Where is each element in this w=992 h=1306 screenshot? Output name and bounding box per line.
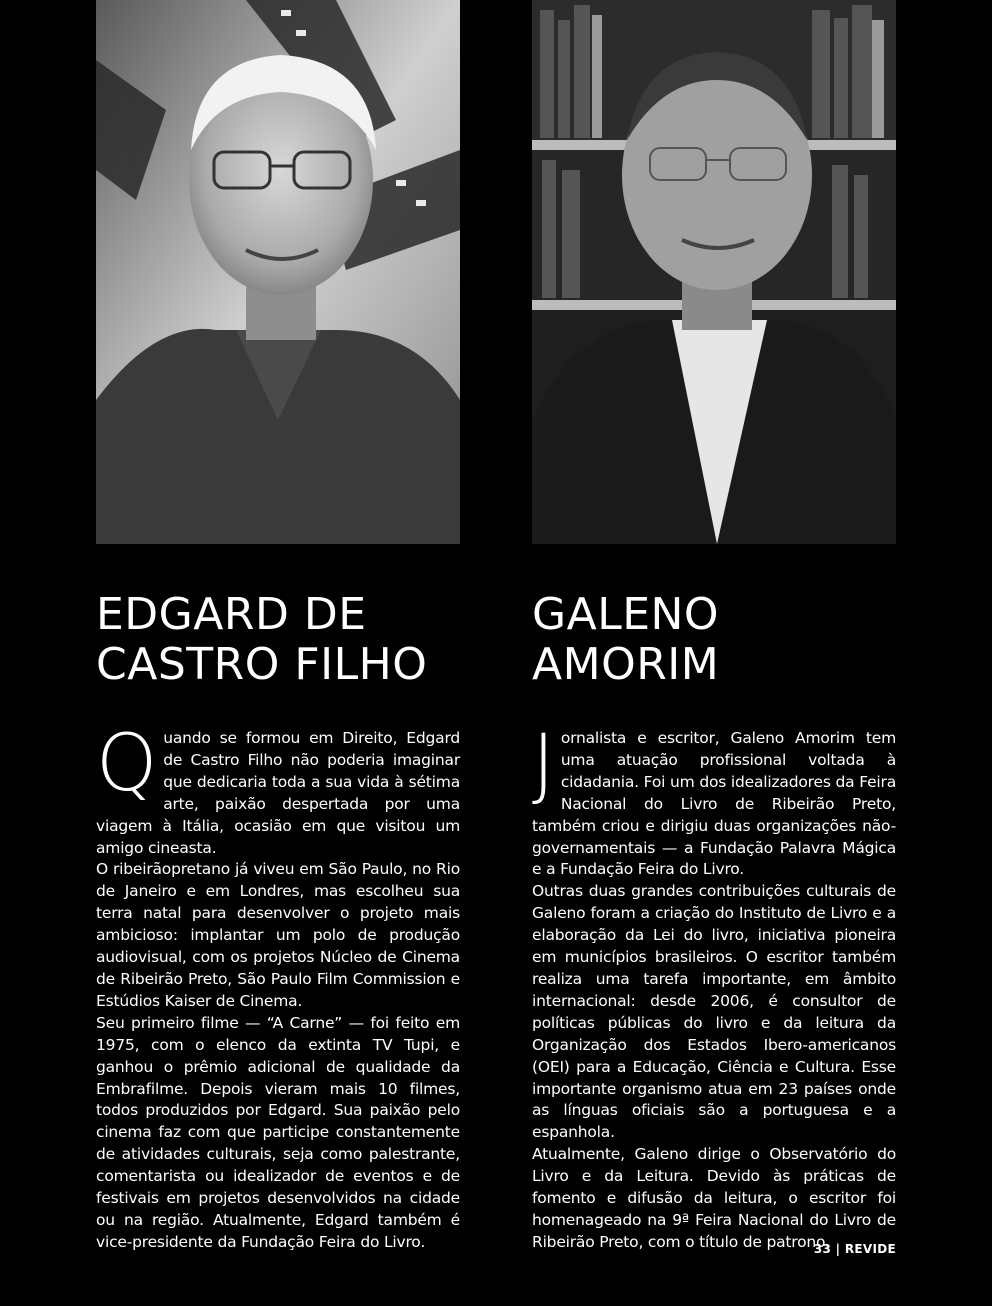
portrait-photo-galeno [532,0,896,544]
name-line-2: AMORIM [532,639,720,690]
article-column-galeno [532,719,896,1254]
drop-cap: Q [96,719,158,809]
page-footer: 33 | REVIDE [813,1242,896,1256]
portrait-illustration-edgard [96,0,460,544]
paragraph: Outras duas grandes contribuições culturais de Galeno foram a criação do Instituto de Livro e a elaboração da Lei do livro, iniciativa pioneira em municípios brasileiros. O escritor também realiza uma tarefa importante, em âmbito internacional: desde 2006, é consultor de políticas públicas do livro e da leitura da Organização dos Estados Ibero-americanos (OEI) para a Educação, Ciência e Cultura. Esse importante organismo atua em 23 países onde as línguas oficiais são a portuguesa e a espanhola. [532,882,896,1142]
paragraph-text: uando se formou em Direito, Edgard de Castro Filho não poderia imaginar que dedicaria toda a sua vida à sétima arte, paixão despertada por uma viagem à Itália, ocasião em que visitou um amigo cineasta. [96,729,460,857]
drop-cap: J [532,719,555,809]
article-column-edgard [96,719,460,1254]
portrait-photo-edgard [96,0,460,544]
paragraph: Atualmente, Galeno dirige o Observatório do Livro e da Leitura. Devido às práticas de fomento e difusão da leitura, o escritor foi homenageado na 9ª Feira Nacional do Livro de Ribeirão Preto, com o título de patrono. [532,1145,896,1251]
portrait-illustration-galeno [532,0,896,544]
name-line-1: EDGARD DE [96,589,367,640]
name-line-1: GALENO [532,589,720,640]
person-name-galeno [532,590,902,690]
name-line-2: CASTRO FILHO [96,639,428,690]
paragraph-text: ornalista e escritor, Galeno Amorim tem uma atuação profissional voltada à cidadania. Foi um dos idealizadores da Feira Nacional do Livro de Ribeirão Preto, também criou e dirigiu duas organizações não-governamentais — a Fundação Palavra Mágica e a Fundação Feira do Livro. [532,729,896,879]
paragraph [532,719,896,881]
person-name-edgard [96,590,466,690]
paragraph: O ribeirãopretano já viveu em São Paulo, no Rio de Janeiro e em Londres, mas escolheu sua terra natal para desenvolver o projeto mais ambicioso: implantar um polo de produção audiovisual, com os projetos Núcleo de Cinema de Ribeirão Preto, São Paulo Film Commission e Estúdios Kaiser de Cinema. [96,860,460,1010]
paragraph: Seu primeiro filme — “A Carne” — foi feito em 1975, com o elenco da extinta TV Tupi, e ganhou o prêmio adicional de qualidade da Embrafilme. Depois vieram mais 10 filmes, todos produzidos por Edgard. Sua paixão pelo cinema faz com que participe constantemente de atividades culturais, seja como palestrante, comentarista ou idealizador de eventos e de festivais em projetos desenvolvidos na cidade ou na região. Atualmente, Edgard também é vice-presidente da Fundação Feira do Livro. [96,1013,460,1251]
paragraph [96,719,460,859]
